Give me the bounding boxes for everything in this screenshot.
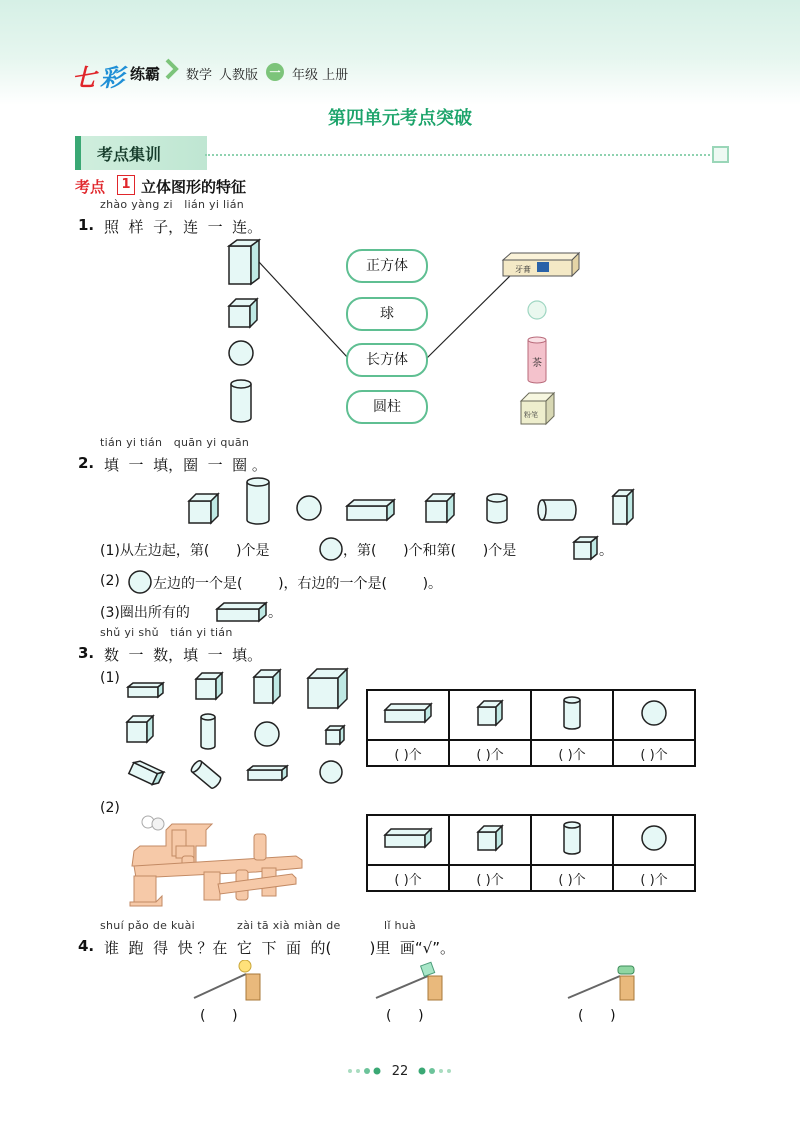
- q4-number: 4.: [78, 937, 95, 955]
- page-number: 22: [391, 1064, 409, 1079]
- cylinder-icon: [247, 478, 269, 524]
- sphere-icon: [127, 569, 153, 595]
- connect-line: [427, 273, 513, 358]
- q2-sub1-c: 。: [599, 543, 613, 559]
- q3-text: 数 一 数，填 一 填。: [104, 646, 263, 664]
- q2-number: 2.: [78, 454, 95, 472]
- cylinder-icon: [538, 500, 576, 520]
- sphere-icon: [297, 496, 321, 520]
- cube-icon: [326, 726, 344, 744]
- cube-icon: [474, 822, 506, 854]
- q2-sub1-b: ，第( )个和第( )个是: [343, 543, 517, 559]
- q2-sub1-a: (1)从左边起，第( )个是: [100, 543, 270, 559]
- chevron-right-icon: [165, 58, 179, 80]
- q3-number: 3.: [78, 644, 95, 662]
- cuboid-icon: [381, 700, 435, 726]
- count-blank[interactable]: ( )个: [449, 740, 531, 766]
- tall-cuboid-icon: [229, 240, 259, 284]
- connect-line: [259, 262, 348, 358]
- count-blank[interactable]: ( )个: [531, 865, 613, 891]
- sphere-icon: [320, 761, 342, 783]
- ball-icon: [528, 301, 546, 319]
- page-dots-right: [414, 1066, 454, 1076]
- unit-title: 第四单元考点突破: [328, 108, 472, 129]
- sphere-icon: [640, 824, 668, 852]
- sphere-icon: [640, 699, 668, 727]
- count-blank[interactable]: ( )个: [367, 740, 449, 766]
- q2-shape-row: [180, 474, 650, 532]
- table-header-cube: [449, 815, 531, 865]
- table-header-cylinder: [531, 690, 613, 740]
- q2-sub2-a: (2): [100, 573, 120, 589]
- section-divider-end: [712, 146, 729, 163]
- grade-badge-text: 一: [269, 66, 281, 79]
- section-divider: [205, 154, 710, 156]
- topic-title: 立体图形的特征: [141, 178, 247, 196]
- count-blank[interactable]: ( )个: [449, 865, 531, 891]
- q3-table-1: [366, 689, 696, 767]
- cuboid-icon: [248, 766, 287, 780]
- table-header-sphere: [613, 815, 695, 865]
- q2-pinyin: tián yi tián quān yi quān: [100, 436, 250, 449]
- cylinder-icon: [190, 759, 223, 790]
- q2-sub3-b: 。: [268, 605, 282, 621]
- tall-cuboid-icon: [254, 670, 280, 703]
- q2-sub3-a: (3)圈出所有的: [100, 605, 190, 621]
- q1-pinyin: zhào yàng zi lián yi lián: [100, 198, 245, 211]
- q3-part1-label: (1): [100, 670, 120, 686]
- brand-logo-part2: 彩: [100, 64, 124, 92]
- cuboid-icon: [381, 825, 435, 851]
- label-cube-pill[interactable]: 正方体: [346, 249, 428, 283]
- q4-text: 谁 跑 得 快 ？在 它 下 面 的( )里 画“√”。: [104, 939, 456, 957]
- ramp-sphere-illustration: [190, 960, 280, 1004]
- section-heading-text: 考点集训: [97, 145, 162, 164]
- table-header-sphere: [613, 690, 695, 740]
- cuboid-icon: [347, 500, 394, 520]
- q4-pinyin-1: shuí pǎo de kuài: [100, 919, 196, 932]
- grade-badge: [266, 63, 284, 81]
- ramp-cube-illustration: [372, 960, 462, 1004]
- table-header-cylinder: [531, 815, 613, 865]
- table-header-cuboid: [367, 690, 449, 740]
- brand-logo-part3: 练霸: [130, 65, 161, 83]
- cube-icon: [571, 534, 599, 562]
- q3-part2-label: (2): [100, 800, 120, 816]
- topic-number: 1: [117, 175, 135, 195]
- q3-part1-shapes: [120, 664, 360, 794]
- q2-sub2-b: 左边的一个是( )，右边的一个是( )。: [153, 576, 443, 592]
- cube-icon: [189, 494, 218, 523]
- cylinder-icon: [231, 380, 251, 422]
- q4-pinyin-2: zài tā xià miàn de: [237, 919, 341, 932]
- q4-answer-blank-2[interactable]: ( ): [386, 1008, 424, 1024]
- header-grade: 年级 上册: [292, 68, 349, 83]
- count-blank[interactable]: ( )个: [531, 740, 613, 766]
- label-cuboid-pill[interactable]: 长方体: [346, 343, 428, 377]
- brand-logo-part1: 七: [72, 64, 96, 92]
- label-cylinder-pill[interactable]: 圆柱: [346, 390, 428, 424]
- topic-label: 考点: [75, 178, 106, 196]
- cuboid-icon: [214, 600, 270, 624]
- q4-answer-blank-1[interactable]: ( ): [200, 1008, 238, 1024]
- table-header-cube: [449, 690, 531, 740]
- cube-icon: [127, 716, 153, 742]
- label-sphere-pill[interactable]: 球: [346, 297, 428, 331]
- q1-text: 照 样 子，连 一 连。: [104, 218, 263, 236]
- q4-answer-blank-3[interactable]: ( ): [578, 1008, 616, 1024]
- ramp-cylinder-illustration: [564, 960, 654, 1004]
- chalk-box-label: 粉笔: [524, 411, 538, 419]
- q2-text: 填 一 填，圈 一 圈 。: [104, 456, 267, 474]
- tall-cuboid-icon: [613, 490, 633, 524]
- q4-pinyin-3: lǐ huà: [384, 919, 417, 932]
- cuboid-icon: [129, 759, 164, 787]
- cube-icon: [308, 669, 347, 708]
- cylinder-icon: [201, 714, 215, 749]
- tea-can-label: 茶: [532, 358, 542, 369]
- q3-pinyin: shǔ yi shǔ tián yi tián: [100, 626, 233, 639]
- cylinder-icon: [487, 494, 507, 523]
- count-blank[interactable]: ( )个: [613, 740, 695, 766]
- chalk-box-icon: [521, 393, 554, 424]
- sphere-icon: [255, 722, 279, 746]
- header-edition: 人教版: [219, 68, 259, 83]
- block-structure-illustration: [126, 806, 306, 916]
- toothpaste-label: 牙膏: [515, 265, 531, 274]
- sphere-icon: [318, 536, 344, 562]
- q1-number: 1.: [78, 216, 95, 234]
- cube-icon: [474, 697, 506, 729]
- cylinder-icon: [560, 819, 584, 857]
- header-subject: 数学: [186, 68, 213, 83]
- sphere-icon: [229, 341, 253, 365]
- cube-icon: [426, 494, 454, 522]
- table-header-cuboid: [367, 815, 449, 865]
- cube-icon: [196, 673, 222, 699]
- cuboid-icon: [128, 683, 163, 697]
- count-blank[interactable]: ( )个: [367, 865, 449, 891]
- q3-table-2: [366, 814, 696, 892]
- section-heading: [75, 136, 207, 170]
- cube-icon: [229, 299, 257, 327]
- count-blank[interactable]: ( )个: [613, 865, 695, 891]
- cylinder-icon: [560, 694, 584, 732]
